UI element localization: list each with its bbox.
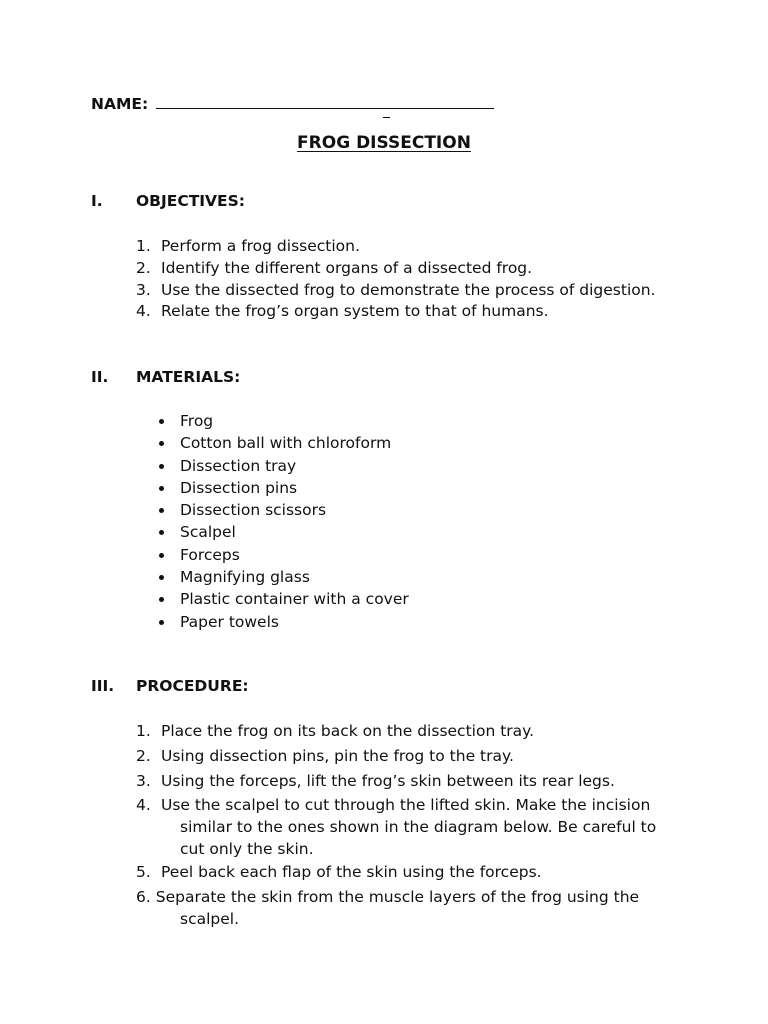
- materials-title: MATERIALS:: [136, 368, 241, 386]
- item-text: Scalpel: [180, 523, 236, 542]
- item-text: Cotton ball with chloroform: [180, 434, 392, 453]
- item-text: Dissection tray: [180, 456, 297, 475]
- item-text-continuation: scalpel.: [180, 910, 240, 928]
- item-text: Using the forceps, lift the frog’s skin between its rear legs.: [161, 772, 615, 790]
- list-item: [158, 499, 409, 521]
- list-item: [136, 886, 639, 930]
- materials-numeral: II.: [91, 368, 109, 386]
- item-number: 1.: [136, 237, 151, 255]
- list-item: [158, 611, 409, 633]
- item-number: 2.: [136, 747, 151, 765]
- objectives-title: OBJECTIVES:: [136, 192, 246, 210]
- name-field: [91, 94, 494, 113]
- item-text-continuation: cut only the skin.: [180, 840, 314, 858]
- stray-dash-mark: [383, 117, 390, 118]
- bullet-icon: [159, 441, 164, 446]
- item-number: 6.: [136, 888, 151, 906]
- list-item: [136, 794, 656, 860]
- item-text-continuation: similar to the ones shown in the diagram below. Be careful to: [180, 818, 657, 836]
- item-text: Place the frog on its back on the dissection tray.: [161, 722, 535, 740]
- item-text: Use the dissected frog to demonstrate the process of digestion.: [161, 280, 656, 299]
- materials-list: [158, 410, 409, 633]
- item-text: Perform a frog dissection.: [161, 237, 360, 255]
- item-number: 4.: [136, 796, 151, 814]
- list-item: [158, 477, 409, 499]
- item-text: Paper towels: [180, 612, 279, 631]
- procedure-numeral: III.: [91, 677, 115, 695]
- list-item: [136, 258, 656, 280]
- bullet-icon: [159, 508, 164, 513]
- bullet-icon: [159, 530, 164, 535]
- list-item: [158, 455, 409, 477]
- item-text: Relate the frog’s organ system to that of humans.: [161, 302, 549, 321]
- procedure-heading: [91, 677, 249, 695]
- item-number: 1.: [136, 722, 151, 740]
- list-item: [158, 588, 409, 610]
- item-text: Frog: [180, 412, 214, 430]
- item-text: Identify the different organs of a dissected frog.: [161, 258, 533, 277]
- item-number: 3.: [136, 280, 151, 299]
- list-item: [136, 301, 656, 323]
- item-number: 5.: [136, 863, 151, 881]
- list-item: [136, 861, 542, 883]
- list-item: [136, 280, 656, 302]
- item-number: 3.: [136, 772, 151, 790]
- materials-heading: [91, 368, 240, 386]
- item-text: Peel back each flap of the skin using the forceps.: [161, 863, 542, 881]
- objectives-numeral: I.: [91, 192, 103, 210]
- item-text: Using dissection pins, pin the frog to the tray.: [161, 747, 514, 765]
- name-label: NAME:: [91, 95, 149, 113]
- list-item: [136, 745, 514, 767]
- item-text: Separate the skin from the muscle layers of the frog using the: [155, 888, 640, 906]
- item-text: Dissection pins: [180, 478, 298, 497]
- bullet-icon: [159, 553, 164, 558]
- bullet-icon: [159, 620, 164, 625]
- objectives-list: [136, 236, 656, 323]
- item-text: Forceps: [180, 545, 240, 564]
- objectives-heading: [91, 192, 245, 210]
- bullet-icon: [159, 486, 164, 491]
- item-text: Use the scalpel to cut through the lifted skin. Make the incision: [161, 796, 651, 814]
- item-text: Plastic container with a cover: [180, 590, 409, 609]
- bullet-icon: [159, 575, 164, 580]
- bullet-icon: [159, 419, 164, 424]
- item-text: Magnifying glass: [180, 568, 310, 587]
- list-item: [136, 236, 656, 258]
- list-item: [158, 410, 409, 432]
- list-item: [158, 566, 409, 588]
- item-number: 4.: [136, 302, 151, 321]
- item-text: Dissection scissors: [180, 501, 327, 520]
- name-blank-line: [156, 94, 494, 109]
- bullet-icon: [159, 464, 164, 469]
- list-item: [158, 544, 409, 566]
- list-item: [158, 521, 409, 543]
- page-title: FROG DISSECTION: [297, 133, 471, 153]
- list-item: [136, 720, 534, 742]
- bullet-icon: [159, 597, 164, 602]
- list-item: [136, 770, 615, 792]
- list-item: [158, 432, 409, 454]
- item-number: 2.: [136, 258, 151, 277]
- procedure-title: PROCEDURE:: [136, 677, 249, 695]
